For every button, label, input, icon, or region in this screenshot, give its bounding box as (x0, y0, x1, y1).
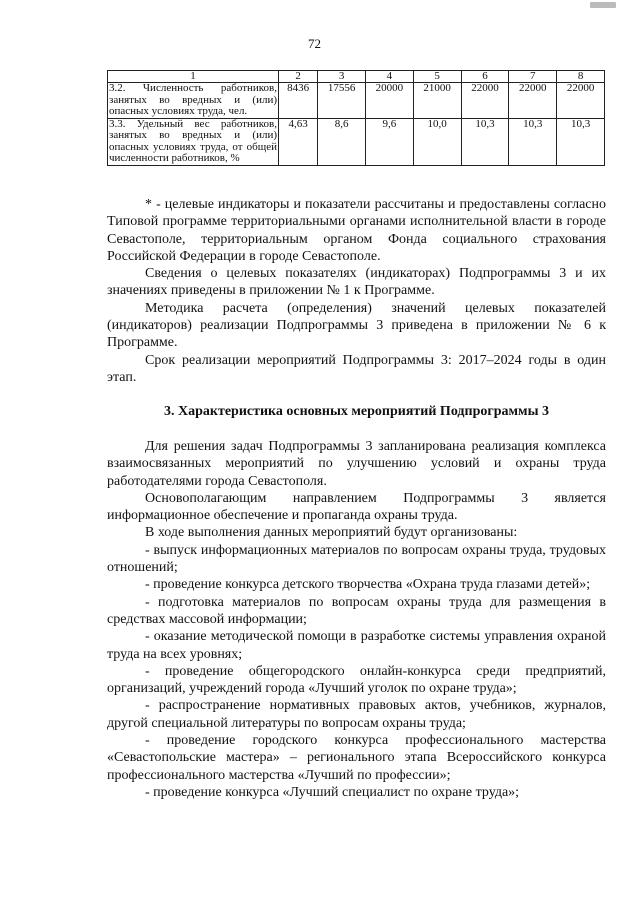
table-cell: 17556 (318, 83, 366, 119)
section-heading: 3. Характеристика основных мероприятий Подпрограммы 3 (163, 404, 549, 419)
body-paragraph: Сведения о целевых показателях (индикаторах) Подпрограммы 3 и их значениях приведены в приложении № 1 к Программе. (107, 266, 606, 299)
list-item: - проведение конкурса детского творчества «Охрана труда глазами детей»; (145, 577, 591, 593)
table-cell: 10,0 (413, 118, 461, 165)
table-header-cell: 6 (461, 71, 509, 83)
table-row-label: 3.2. Численность работников, занятых во вредных и (или) опасных условиях труда, чел. (109, 82, 277, 117)
table-cell: 10,3 (557, 118, 605, 165)
notes-block (107, 196, 606, 386)
table-row-label: 3.3. Удельный вес работников, занятых во вредных и (или) опасных условиях труда, от общей численности работников, % (109, 117, 277, 164)
list-item: - проведение городского конкурса профессионального мастерства «Севастопольские мастера» – регионального этапа Всероссийского конкурса профессионального мастерства «Лучший по профессии»; (107, 733, 606, 783)
footnote-paragraph: * - целевые индикаторы и показатели рассчитаны и предоставлены согласно Типовой программе территориальными органами исполнительной власти в городе Севастополе, территориальным органом Фонда социального страхования Российской Федерации в городе Севастополе. (107, 197, 606, 264)
table-cell: 22000 (509, 83, 557, 119)
table-header-cell: 2 (279, 71, 318, 83)
table-row (108, 83, 605, 119)
table-header-cell: 1 (108, 71, 279, 83)
body-paragraph: Методика расчета (определения) значений целевых показателей (индикаторов) реализации Подпрограммы 3 приведена в приложении № 6 к Программе. (107, 300, 606, 351)
table-header-cell: 3 (318, 71, 366, 83)
list-item: - оказание методической помощи в разработке системы управления охраной труда на всех уровнях; (107, 629, 606, 662)
indicators-table (107, 70, 605, 166)
body-paragraph: Основополагающим направлением Подпрограммы 3 является информационное обеспечение и пропаганда охраны труда. (107, 490, 606, 524)
list-item: - выпуск информационных материалов по вопросам охраны труда, трудовых отношений; (107, 542, 606, 576)
section-body (107, 438, 606, 801)
table-cell: 21000 (413, 83, 461, 119)
list-item: - проведение общегородского онлайн-конкурса среди предприятий, организаций, учреждений города «Лучший уголок по охране труда»; (107, 663, 606, 697)
table-header-cell: 5 (413, 71, 461, 83)
body-paragraph: Для решения задач Подпрограммы 3 запланирована реализация комплекса взаимосвязанных мероприятий по улучшению условий и охраны труда работодателями города Севастополя. (107, 439, 606, 489)
list-item: - проведение конкурса «Лучший специалист по охране труда»; (145, 784, 520, 800)
body-paragraph: Срок реализации мероприятий Подпрограммы 3: 2017–2024 годы в один этап. (107, 352, 606, 385)
table-cell: 20000 (365, 83, 413, 119)
table-header-row (108, 71, 605, 83)
page-number: 72 (308, 36, 321, 51)
list-item: - распространение нормативных правовых актов, учебников, журналов, другой специальной литературы по вопросам охраны труда; (107, 698, 606, 731)
table-cell: 22000 (557, 83, 605, 119)
list-item: - подготовка материалов по вопросам охраны труда для размещения в средствах массовой информации; (107, 594, 606, 627)
table-cell: 22000 (461, 83, 509, 119)
table-cell: 10,3 (461, 118, 509, 165)
table-cell: 8,6 (318, 118, 366, 165)
table-row (108, 118, 605, 165)
table-cell: 9,6 (365, 118, 413, 165)
table-cell: 10,3 (509, 118, 557, 165)
table-header-cell: 4 (365, 71, 413, 83)
table-cell: 8436 (279, 83, 318, 119)
table-header-cell: 8 (557, 71, 605, 83)
body-paragraph: В ходе выполнения данных мероприятий будут организованы: (145, 525, 518, 541)
table-cell: 4,63 (279, 118, 318, 165)
scan-corner-mark (590, 2, 616, 8)
table-header-cell: 7 (509, 71, 557, 83)
